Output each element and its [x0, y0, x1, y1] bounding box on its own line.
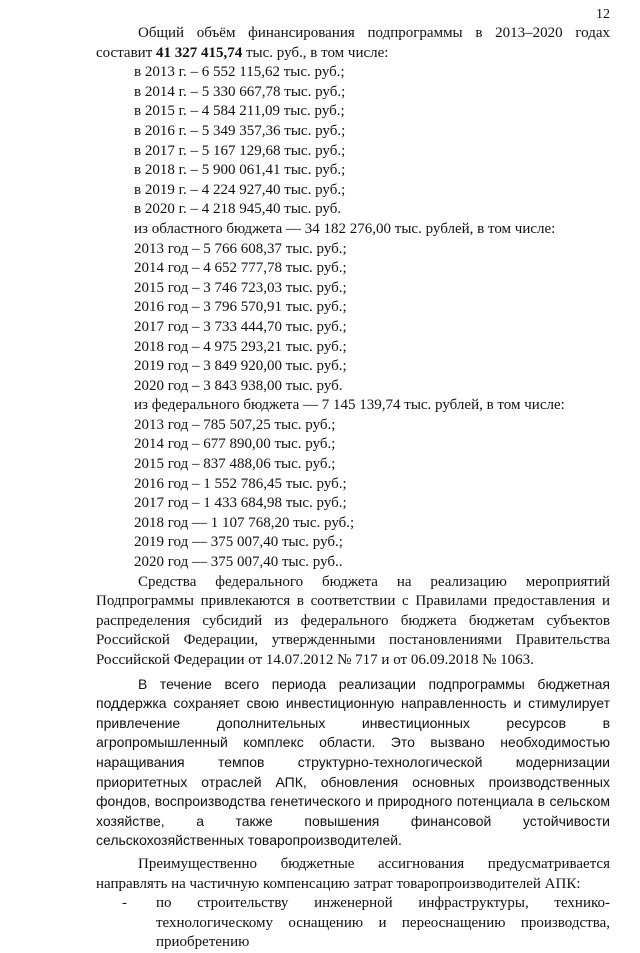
list-item: 2020 год – 3 843 938,00 тыс. руб.	[134, 377, 343, 394]
list-item: в 2014 г. – 5 330 667,78 тыс. руб.;	[134, 83, 346, 100]
list-item: 2015 год – 3 746 723,03 тыс. руб.;	[134, 279, 347, 296]
bullet-dash: -	[122, 895, 127, 912]
regional-by-year-list	[96, 240, 610, 397]
intro-suffix: тыс. руб., в том числе:	[242, 44, 389, 61]
list-item: в 2018 г. – 5 900 061,41 тыс. руб.;	[134, 162, 346, 179]
total-by-year-list	[96, 63, 610, 220]
list-item: в 2020 г. – 4 218 945,40 тыс. руб.	[134, 201, 342, 218]
intro-line-1: Общий объём финансирования подпрограммы в 2013–2020 годах	[138, 25, 610, 41]
list-item: в 2013 г. – 6 552 115,62 тыс. руб.;	[134, 64, 345, 81]
list-item: в 2016 г. – 5 349 357,36 тыс. руб.;	[134, 122, 346, 139]
list-item: 2016 год – 1 552 786,45 тыс. руб.;	[134, 475, 347, 492]
paragraph-allocations: Преимущественно бюджетные ассигнования предусматривается направлять на частичную компенсацию затрат товаропроизводителей АПК:	[96, 855, 610, 892]
regional-heading: из областного бюджета — 34 182 276,00 тыс. рублей, в том числе:	[134, 220, 556, 237]
list-item: в 2017 г. – 5 167 129,68 тыс. руб.;	[134, 142, 346, 159]
list-item: 2013 год – 785 507,25 тыс. руб.;	[134, 416, 336, 433]
list-item: 2014 год – 677 890,00 тыс. руб.;	[134, 436, 336, 453]
intro-line-2	[96, 44, 610, 64]
list-item: 2020 год — 375 007,40 тыс. руб..	[134, 554, 343, 571]
list-item: в 2015 г. – 4 584 211,09 тыс. руб.;	[134, 103, 345, 120]
total-amount: 41 327 415,74	[156, 44, 243, 61]
list-item: 2014 год – 4 652 777,78 тыс. руб.;	[134, 260, 347, 277]
list-item: 2017 год – 3 733 444,70 тыс. руб.;	[134, 318, 347, 335]
list-item: 2018 год — 1 107 768,20 тыс. руб.;	[134, 514, 355, 531]
list-item: в 2019 г. – 4 224 927,40 тыс. руб.;	[134, 181, 346, 198]
intro-prefix: составит	[96, 44, 156, 61]
list-item: 2016 год – 3 796 570,91 тыс. руб.;	[134, 299, 347, 316]
federal-by-year-list	[96, 416, 610, 573]
list-item: 2013 год – 5 766 608,37 тыс. руб.;	[134, 240, 347, 257]
paragraph-budget-support: В течение всего периода реализации подпрограммы бюджетная поддержка сохраняет свою инвестиционную направленность и стимулирует привлечение дополнительных инвестиционных ресурсов в агропромышленный комплекс области. Это вызвано необходимостью наращивания темпов структурно-технологической модернизации приоритетных отраслей АПК, обновления основных производственных фондов, воспроизводства генетического и природного потенциала в сельском хозяйстве, а также повышения финансовой устойчивости сельскохозяйственных товаропроизводителей.	[96, 675, 610, 849]
bullet-item	[96, 894, 610, 953]
page-number: 12	[596, 7, 610, 22]
list-item: 2019 год — 375 007,40 тыс. руб.;	[134, 534, 343, 551]
list-item: 2018 год – 4 975 293,21 тыс. руб.;	[134, 338, 347, 355]
document-body	[96, 24, 610, 953]
federal-heading: из федерального бюджета — 7 145 139,74 тыс. рублей, в том числе:	[134, 397, 565, 414]
paragraph-federal-funds: Средства федерального бюджета на реализацию мероприятий Подпрограммы привлекаются в соответствии с Правилами предоставления и распределения субсидий из федерального бюджета бюджетам субъектов Российской Федерации, утвержденными постановлениями Правительства Российской Федерации от 14.07.2012 № 717 и от 06.09.2018 № 1063.	[96, 573, 610, 668]
list-item: 2015 год – 837 488,06 тыс. руб.;	[134, 456, 336, 473]
list-item: 2019 год – 3 849 920,00 тыс. руб.;	[134, 358, 347, 375]
bullet-text: по строительству инженерной инфраструктуры, технико-технологическому оснащению и переоснащению производства, приобретению	[156, 895, 610, 951]
list-item: 2017 год – 1 433 684,98 тыс. руб.;	[134, 495, 347, 512]
